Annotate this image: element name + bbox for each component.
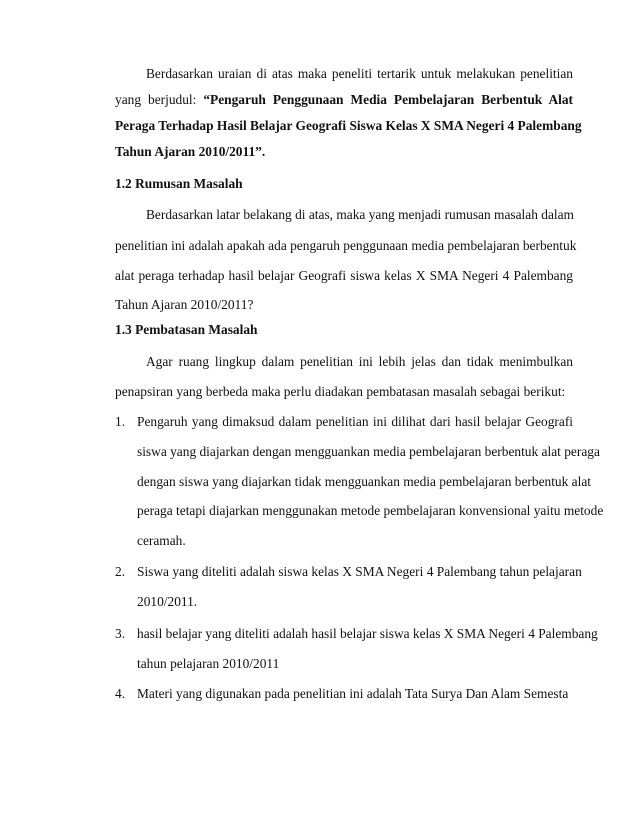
list-item-1-line-2: siswa yang diajarkan dengan mengguankan media pembelajaran berbentuk alat peraga (137, 444, 600, 459)
list-item-1-line-5: ceramah. (137, 533, 186, 548)
pembatasan-line-2: penapsiran yang berbeda maka perlu diadakan pembatasan masalah sebagai berikut: (115, 384, 566, 399)
rumusan-line-2: penelitian ini adalah apakah ada pengaruh penggunaan media pembelajaran berbentuk (115, 238, 577, 253)
list-item-1-line-4: peraga tetapi diajarkan menggunakan metode pembelajaran konvensional yaitu metode (137, 503, 604, 518)
list-item-2-line-1: Siswa yang diteliti adalah siswa kelas X SMA Negeri 4 Palembang tahun pelajaran (137, 564, 582, 579)
rumusan-line-4: Tahun Ajaran 2010/2011? (115, 297, 254, 312)
intro-line-2 (115, 92, 573, 108)
list-item-4-line-1: Materi yang digunakan pada penelitian ini adalah Tata Surya Dan Alam Semesta (137, 686, 569, 701)
list-item-1-number: 1. (115, 414, 126, 429)
list-item-1-line-1: Pengaruh yang dimaksud dalam penelitian ini dilihat dari hasil belajar Geografi (137, 414, 573, 429)
intro-title-part-2: Peraga Terhadap Hasil Belajar Geografi Siswa Kelas X SMA Negeri 4 Palembang (115, 118, 582, 133)
intro-prefix: yang berjudul: (115, 92, 197, 107)
list-item-3-number: 3. (115, 626, 126, 641)
list-item-4-number: 4. (115, 686, 126, 701)
list-item-3-line-2: tahun pelajaran 2010/2011 (137, 656, 280, 671)
section-heading-1-2: 1.2 Rumusan Masalah (115, 176, 243, 191)
list-item-2-number: 2. (115, 564, 126, 579)
section-heading-1-3: 1.3 Pembatasan Masalah (115, 322, 258, 337)
rumusan-line-3: alat peraga terhadap hasil belajar Geografi siswa kelas X SMA Negeri 4 Palembang (115, 268, 573, 283)
list-item-2-line-2: 2010/2011. (137, 594, 198, 609)
intro-title-part-1: “Pengaruh Penggunaan Media Pembelajaran Berbentuk Alat (203, 92, 573, 107)
intro-line-1: Berdasarkan uraian di atas maka peneliti tertarik untuk melakukan penelitian (146, 66, 573, 81)
pembatasan-line-1: Agar ruang lingkup dalam penelitian ini lebih jelas dan tidak menimbulkan (146, 354, 573, 369)
list-item-3-line-1: hasil belajar yang diteliti adalah hasil belajar siswa kelas X SMA Negeri 4 Palembang (137, 626, 598, 641)
list-item-1-line-3: dengan siswa yang diajarkan tidak mengguankan media pembelajaran berbentuk alat (137, 474, 591, 489)
intro-title-part-3: Tahun Ajaran 2010/2011”. (115, 144, 266, 159)
rumusan-line-1: Berdasarkan latar belakang di atas, maka yang menjadi rumusan masalah dalam (146, 207, 574, 222)
